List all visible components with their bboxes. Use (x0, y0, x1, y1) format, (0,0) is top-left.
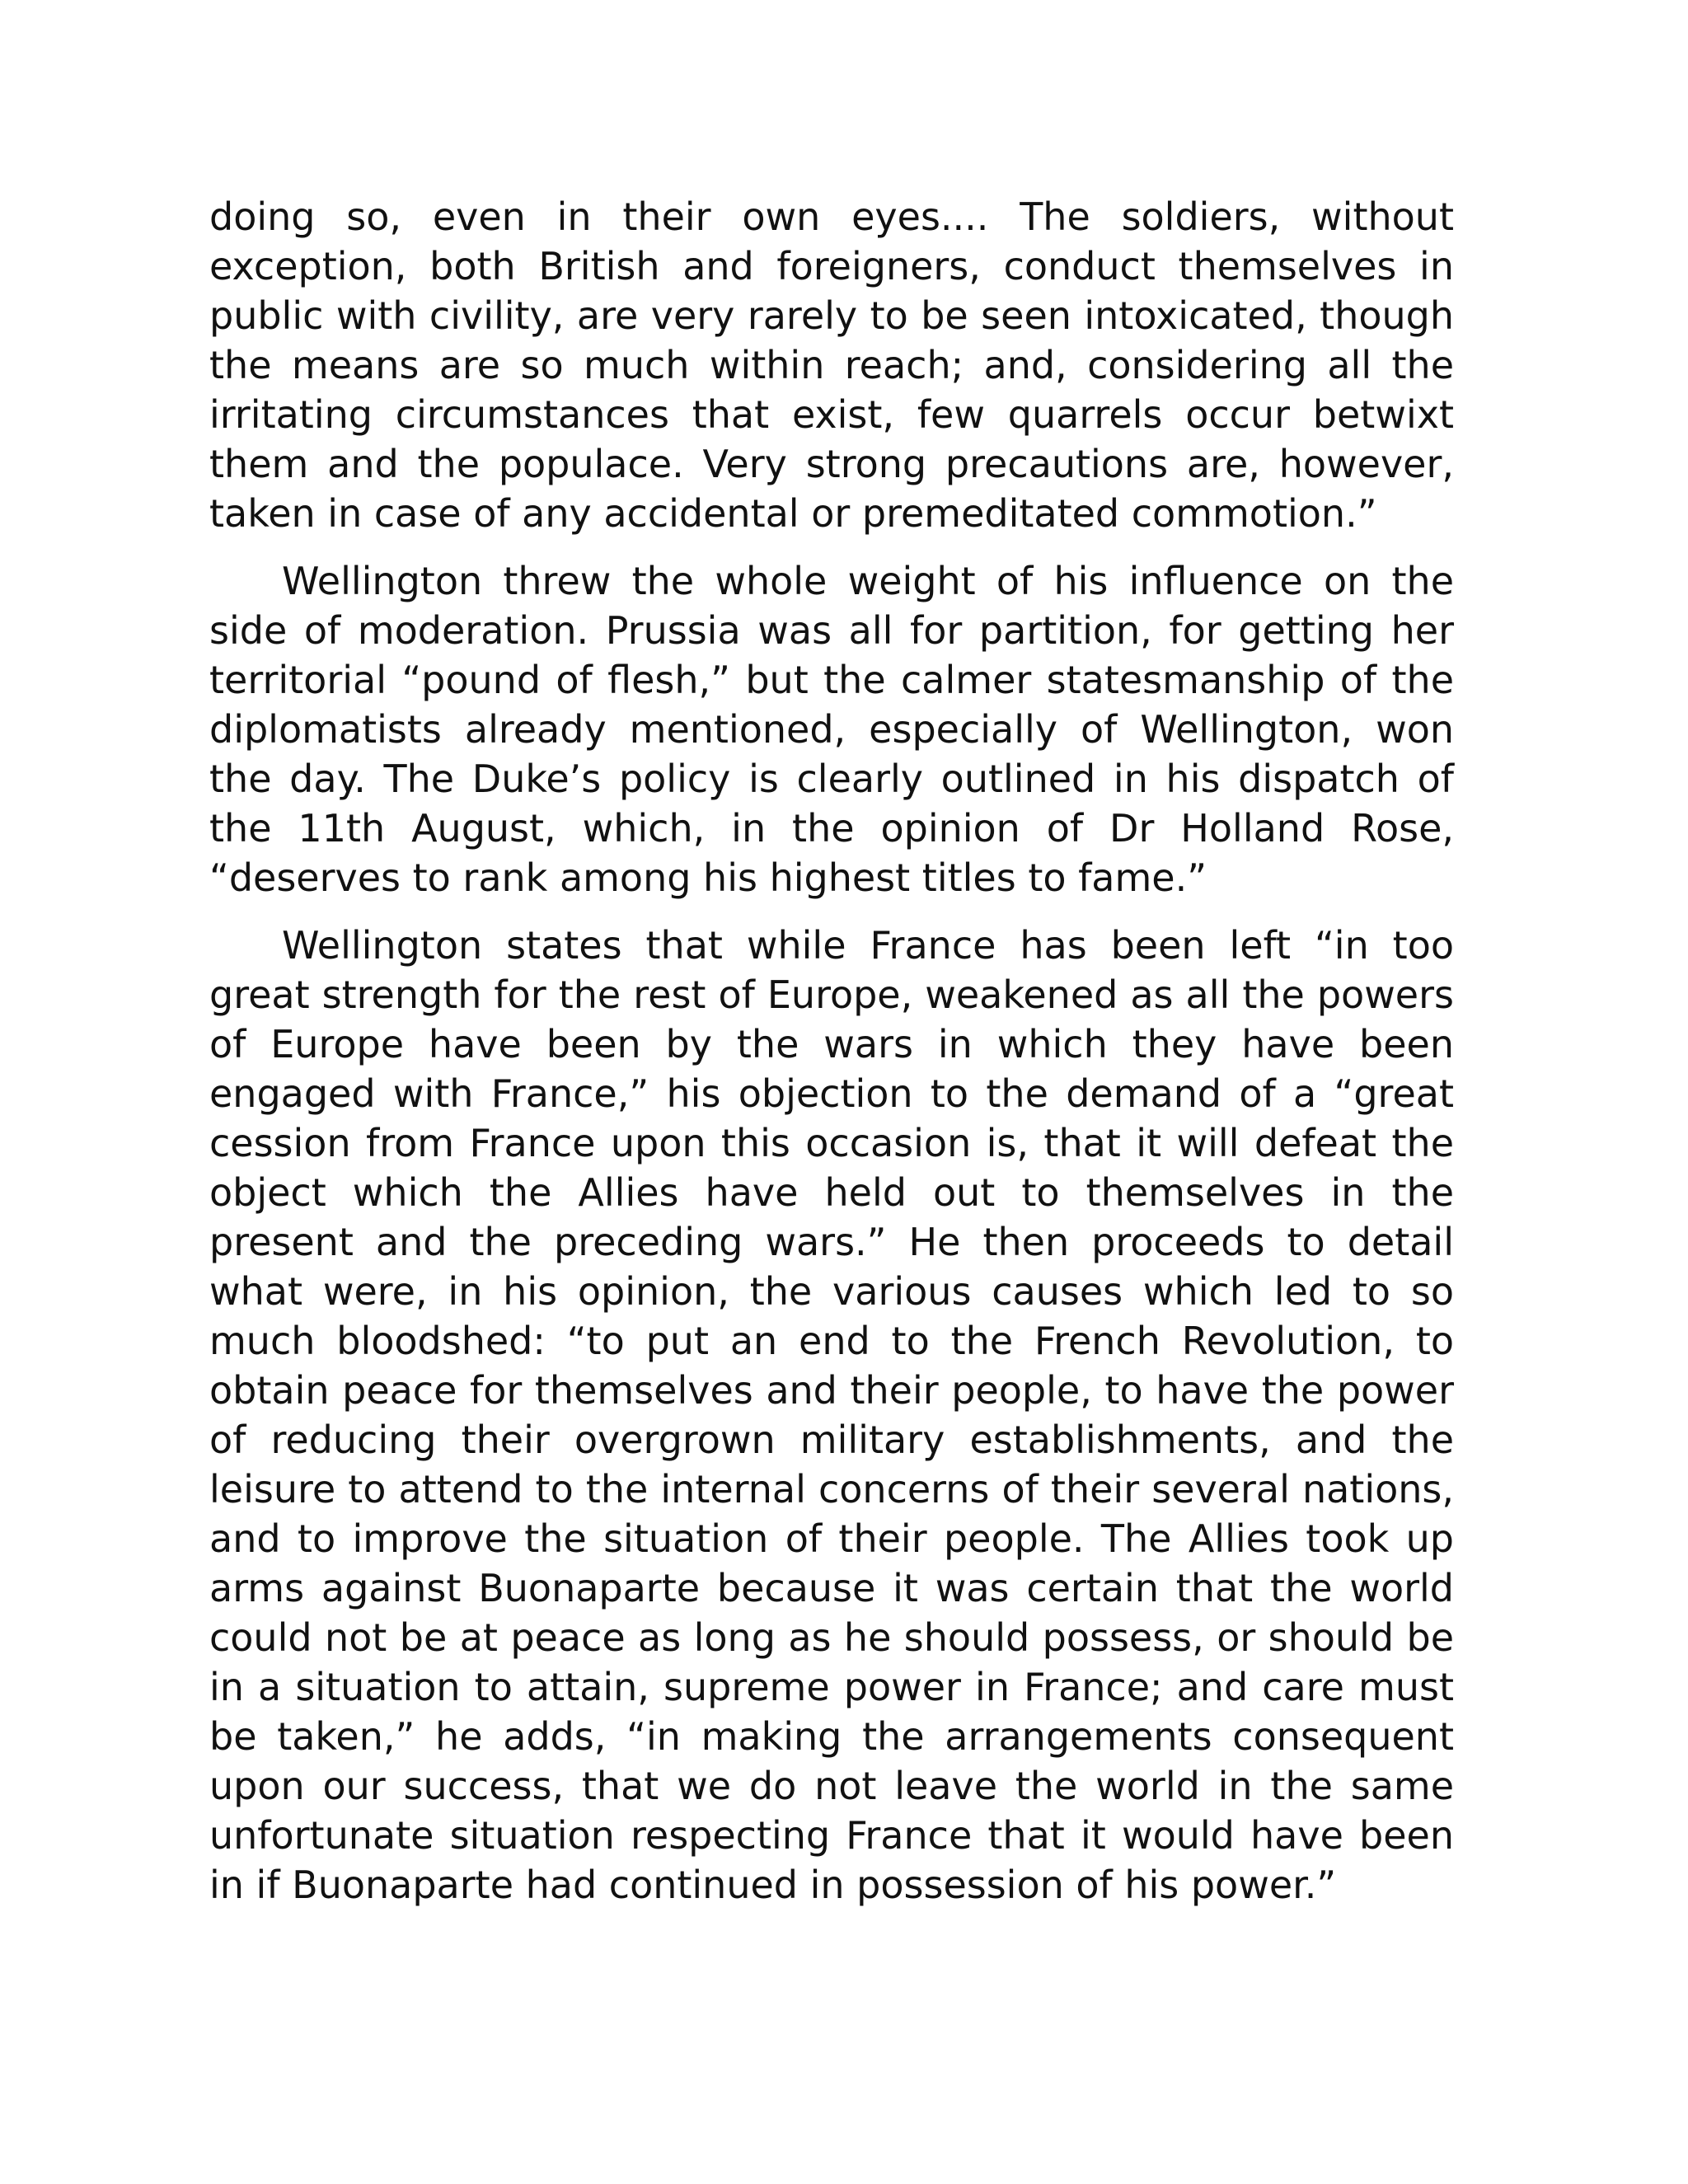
paragraph-moderation: Wellington threw the whole weight of his influence on the side of moderation. Prussia was all for partition, for getting her territorial “pound of flesh,” but the calmer statesmanship of the diplomatists already mentioned, especially of Wellington, won the day. The Duke’s policy is clearly outlined in his dispatch of the 11th August, which, in the opinion of Dr Holland Rose, “deserves to rank among his highest titles to fame.” (209, 559, 1454, 900)
paragraph-dispatch: Wellington states that while France has been left “in too great strength for the rest of Europe, weakened as all the powers of Europe have been by the wars in which they have been engaged with France,” his objection to the demand of a “great cession from France upon this occasion is, that it will defeat the object which the Allies have held out to themselves in the present and the preceding wars.” He then proceeds to detail what were, in his opinion, the various causes which led to so much bloodshed: “to put an end to the French Revolution, to obtain peace for themselves and their people, to have the power of reducing their overgrown military establishments, and the leisure to attend to the internal concerns of their several nations, and to improve the situation of their people. The Allies took up arms against Buonaparte because it was certain that the world could not be at peace as long as he should possess, or should be in a situation to attain, supreme power in France; and care must be taken,” he adds, “in making the arrangements consequent upon our success, that we do not leave the world in the same unfortunate situation respecting France that it would have been in if Buonaparte had continued in possession of his power.” (209, 923, 1454, 1907)
page-body (209, 192, 1454, 1928)
paragraph-continuation: doing so, even in their own eyes.... The soldiers, without exception, both British and foreigners, conduct themselves in public with civility, are very rarely to be seen intoxicated, though the means are so much within reach; and, considering all the irritating circumstances that exist, few quarrels occur betwixt them and the populace. Very strong precautions are, however, taken in case of any accidental or premeditated commotion.” (209, 194, 1454, 536)
